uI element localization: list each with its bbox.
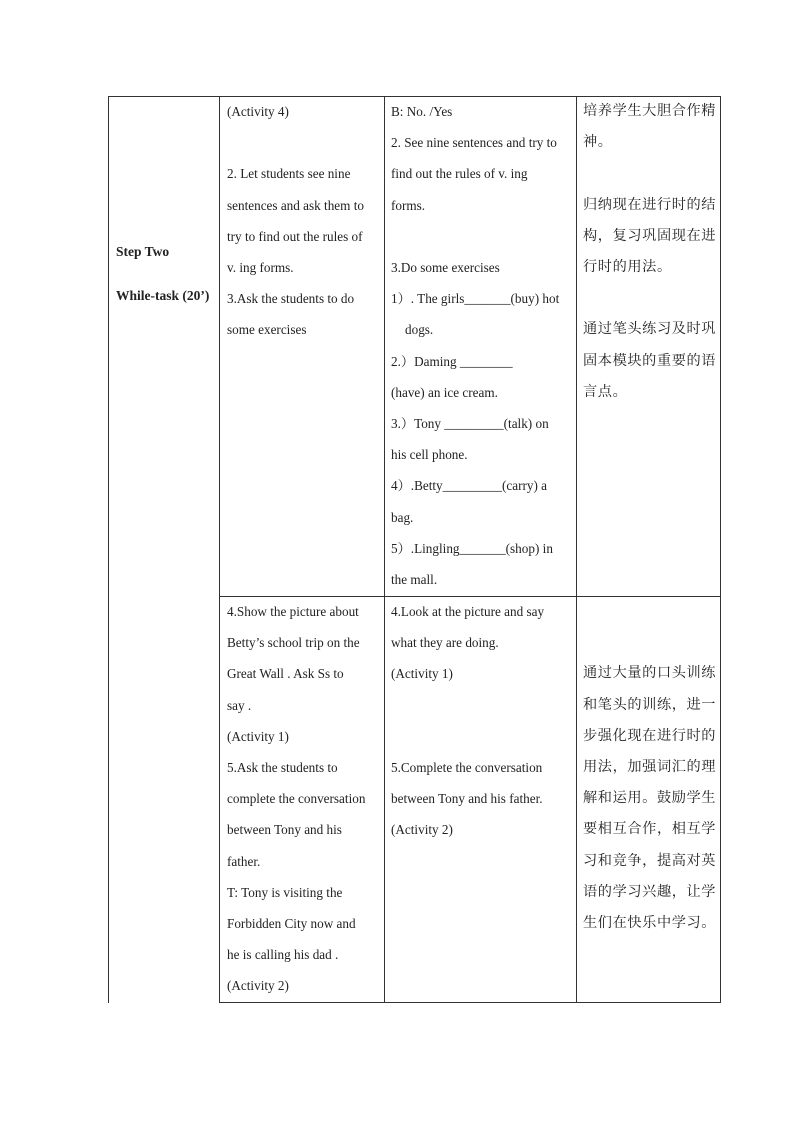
text-line: 5.Ask the students to bbox=[227, 760, 338, 776]
text-line: his cell phone. bbox=[391, 447, 468, 463]
text-line bbox=[583, 283, 717, 314]
text-line: 固本模块的重要的语 bbox=[583, 352, 717, 369]
column-divider-3 bbox=[576, 96, 577, 1003]
text-line: between Tony and his father. bbox=[391, 791, 543, 807]
text-line: complete the conversation bbox=[227, 791, 366, 807]
text-line: 5.Complete the conversation bbox=[391, 760, 543, 776]
text-line: 和笔头的训练，进一 bbox=[583, 696, 717, 713]
text-line: 1）. The girls_______(buy) hot bbox=[391, 291, 560, 307]
step-subtitle: While-task (20’) bbox=[116, 288, 210, 303]
text-line: dogs. bbox=[405, 322, 434, 338]
row2-design-purpose bbox=[583, 596, 717, 939]
step-label bbox=[116, 222, 216, 325]
text-line: Great Wall . Ask Ss to bbox=[227, 666, 344, 682]
text-line: (Activity 4) bbox=[227, 104, 289, 119]
column-divider-1 bbox=[219, 96, 220, 1003]
text-line bbox=[391, 221, 569, 252]
row1-design-purpose bbox=[583, 96, 717, 408]
text-line: some exercises bbox=[227, 322, 307, 338]
row2-teacher-activity bbox=[227, 596, 377, 1002]
text-line: 4.Show the picture about bbox=[227, 604, 359, 619]
text-line bbox=[227, 127, 377, 158]
text-line: 神。 bbox=[583, 134, 613, 151]
text-line: (Activity 1) bbox=[227, 728, 289, 744]
text-line: 3.Ask the students to do bbox=[227, 291, 355, 307]
text-line: say . bbox=[227, 697, 252, 713]
text-line: Betty’s school trip on the bbox=[227, 635, 360, 651]
text-line: forms. bbox=[391, 197, 426, 213]
text-line: (Activity 2) bbox=[227, 978, 289, 994]
text-line: 用法，加强词汇的理 bbox=[583, 759, 717, 776]
text-line: what they are doing. bbox=[391, 635, 499, 651]
text-line bbox=[391, 721, 569, 752]
step-title: Step Two bbox=[116, 243, 170, 259]
text-line: 言点。 bbox=[583, 383, 628, 400]
table-bottom-border bbox=[219, 1002, 721, 1003]
text-line: 构，复习巩固现在进 bbox=[583, 227, 717, 244]
text-line: 语的学习兴趣，让学 bbox=[583, 883, 717, 900]
text-line: Forbidden City now and bbox=[227, 916, 356, 932]
text-line: 通过笔头练习及时巩 bbox=[583, 321, 717, 338]
text-line: 5）.Lingling_______(shop) in bbox=[391, 540, 553, 556]
table-left-border bbox=[108, 96, 109, 1003]
text-line: 解和运用。鼓励学生 bbox=[583, 790, 717, 807]
text-line: B: No. /Yes bbox=[391, 104, 453, 119]
text-line: bag. bbox=[391, 509, 414, 525]
text-line: between Tony and his bbox=[227, 822, 342, 838]
text-line: 4）.Betty_________(carry) a bbox=[391, 478, 548, 494]
text-line: 培养学生大胆合作精 bbox=[583, 103, 717, 119]
text-line: v. ing forms. bbox=[227, 260, 294, 276]
text-line: 步强化现在进行时的 bbox=[583, 727, 717, 744]
text-line: he is calling his dad . bbox=[227, 947, 339, 963]
text-line: 生们在快乐中学习。 bbox=[583, 915, 717, 932]
text-line: 2. Let students see nine bbox=[227, 166, 351, 182]
text-line: 3.Do some exercises bbox=[391, 260, 500, 276]
text-line: sentences and ask them to bbox=[227, 197, 364, 213]
table-right-border bbox=[720, 96, 721, 1003]
text-line bbox=[583, 627, 717, 658]
text-line: find out the rules of v. ing bbox=[391, 166, 528, 182]
text-line: (Activity 2) bbox=[391, 822, 453, 838]
row1-teacher-activity bbox=[227, 96, 377, 346]
text-line: 要相互合作，相互学 bbox=[583, 821, 717, 838]
text-line: father. bbox=[227, 853, 261, 869]
text-line bbox=[583, 596, 717, 627]
text-line: 2. See nine sentences and try to bbox=[391, 135, 557, 151]
text-line: 习和竞争，提高对英 bbox=[583, 852, 717, 869]
text-line: the mall. bbox=[391, 572, 438, 588]
text-line: try to find out the rules of bbox=[227, 228, 363, 244]
text-line: 通过大量的口头训练 bbox=[583, 665, 717, 682]
text-line: T: Tony is visiting the bbox=[227, 884, 343, 900]
text-line: 3.）Tony _________(talk) on bbox=[391, 416, 549, 432]
text-line: 归纳现在进行时的结 bbox=[583, 196, 717, 213]
text-line bbox=[391, 690, 569, 721]
text-line bbox=[583, 158, 717, 189]
text-line: (Activity 1) bbox=[391, 666, 453, 682]
text-line: 2.）Daming ________ bbox=[391, 353, 513, 369]
column-divider-2 bbox=[384, 96, 385, 1003]
text-line: (have) an ice cream. bbox=[391, 384, 498, 400]
row2-student-activity bbox=[391, 596, 569, 846]
text-line: 行时的用法。 bbox=[583, 259, 672, 276]
text-line: 4.Look at the picture and say bbox=[391, 604, 545, 619]
row1-student-activity bbox=[391, 96, 569, 595]
